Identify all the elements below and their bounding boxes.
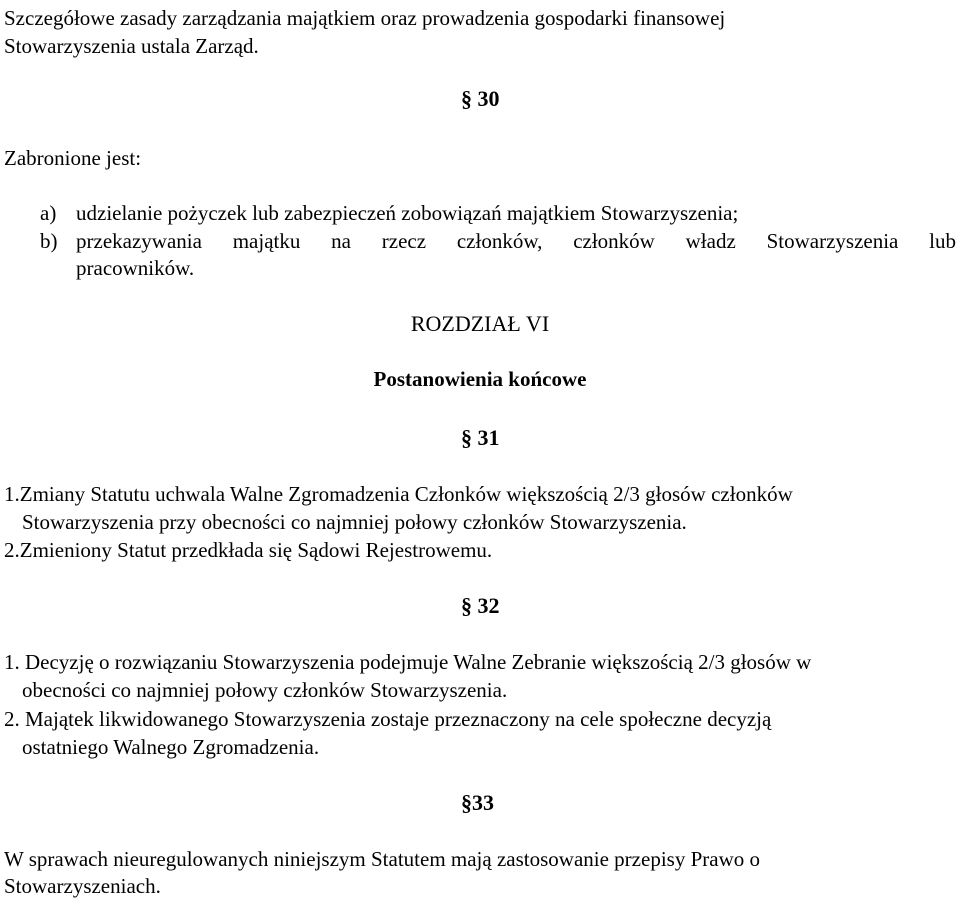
list-item-a-text: udzielanie pożyczek lub zabezpieczeń zobowiązań majątkiem Stowarzyszenia; bbox=[76, 201, 739, 225]
section-32-para-2-line-2: ostatniego Walnego Zgromadzenia. bbox=[22, 735, 320, 759]
section-31-para-2: 2.Zmieniony Statut przedkłada się Sądowi Rejestrowemu. bbox=[4, 538, 493, 562]
intro-line-2: Stowarzyszenia ustala Zarząd. bbox=[4, 34, 259, 58]
intro-line-1: Szczegółowe zasady zarządzania majątkiem oraz prowadzenia gospodarki finansowej bbox=[4, 6, 726, 30]
list-item-a-marker: a) bbox=[40, 201, 57, 225]
section-32-para-1-line-2: obecności co najmniej połowy członków Stowarzyszenia. bbox=[22, 678, 508, 702]
chapter-subtitle: Postanowienia końcowe bbox=[373, 367, 587, 391]
section-33-heading: §33 bbox=[461, 790, 494, 815]
list-item-b-text-line-2: pracowników. bbox=[76, 256, 195, 280]
chapter-title: ROZDZIAŁ VI bbox=[410, 311, 550, 336]
section-32-para-2-line-1: 2. Majątek likwidowanego Stowarzyszenia zostaje przeznaczony na cele społeczne decyzją bbox=[4, 707, 772, 731]
section-31-heading: § 31 bbox=[461, 425, 500, 450]
list-item-b-marker: b) bbox=[40, 229, 58, 253]
section-32-para-1-line-1: 1. Decyzję o rozwiązaniu Stowarzyszenia podejmuje Walne Zebranie większością 2/3 głosów w bbox=[4, 650, 812, 674]
section-33-para-line-2: Stowarzyszeniach. bbox=[4, 874, 161, 898]
section-30-heading: § 30 bbox=[461, 86, 500, 111]
list-item-b-text-line-1: przekazywania majątku na rzecz członków, członków władz Stowarzyszenia lub bbox=[76, 229, 956, 253]
section-33-para-line-1: W sprawach nieuregulowanych niniejszym Statutem mają zastosowanie przepisy Prawo o bbox=[4, 847, 760, 871]
section-31-para-1-line-2: Stowarzyszenia przy obecności co najmniej połowy członków Stowarzyszenia. bbox=[22, 510, 687, 534]
section-30-lead: Zabronione jest: bbox=[4, 146, 142, 170]
section-31-para-1-line-1: 1.Zmiany Statutu uchwala Walne Zgromadzenia Członków większością 2/3 głosów członków bbox=[4, 482, 793, 506]
section-32-heading: § 32 bbox=[461, 593, 500, 618]
